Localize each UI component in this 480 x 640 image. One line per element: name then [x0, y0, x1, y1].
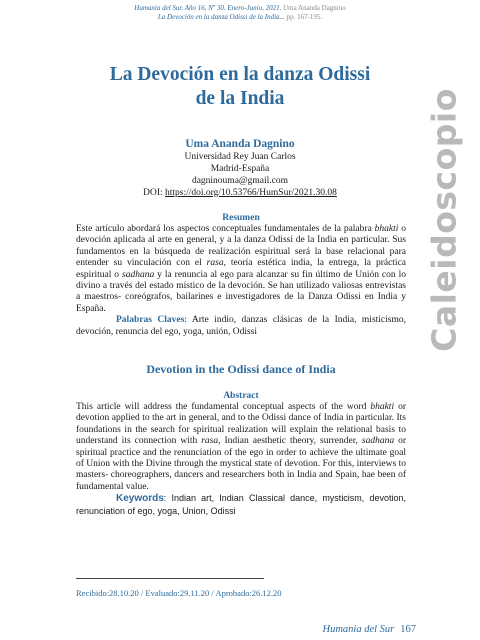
section-label-text: Caleidoscopio [424, 88, 464, 352]
resumen-keywords [76, 315, 406, 338]
english-title: Devotion in the Odissi dance of India [146, 362, 336, 376]
doi-link[interactable]: https://doi.org/10.53766/HumSur/2021.30.08 [165, 188, 337, 198]
resumen-term-rasa: rasa [206, 258, 224, 269]
header-line-2 [0, 13, 480, 22]
resumen-heading: Resumen [222, 213, 260, 223]
resumen-text [76, 224, 406, 315]
resumen-text-part: , teoría estética india, la entrega, la práctica espiritual o [76, 258, 406, 280]
resumen-section [76, 212, 406, 338]
header-line-1 [0, 4, 480, 13]
abstract-text-part: or spiritual practice and the renunciation of the ego in order to achieve the ultimate goal of Union with the Divine through the mystical state of devotion. For this, interviews to masters- choreographers, dancers and researchers both in India and Spain, hae been of fundamental value. [76, 436, 406, 492]
page-footer [323, 624, 417, 636]
header-author: Uma Ananda Dagnino [283, 4, 346, 12]
title-line-2: de la India [195, 88, 285, 109]
keywords-text-es: : Arte indio, danzas clásicas de la India, misticismo, devoción, renuncia del ego, yoga, unión, Odissi [76, 315, 406, 337]
abstract-text [76, 402, 406, 493]
header-short-title: La Devoción en la danza Odissi de la India... [157, 13, 285, 21]
footer-journal: Humania del Sur [322, 624, 395, 635]
abstract-term-sadhana: sadhana [361, 436, 395, 447]
author-block [80, 137, 400, 199]
submission-dates: Recibido:28.10.20 / Evaluado:29.11.20 / Aprobado:26.12.20 [76, 588, 282, 598]
keywords-text-en: : Indian art, Indian Classical dance, mysticism, devotion, renunciation of ego, yoga, Union, Odissi [76, 493, 406, 516]
doi-line [80, 187, 400, 199]
abstract-keywords [76, 493, 406, 518]
header-journal-info: Humania del Sur. Año 16, Nº 30. Enero-Junio, 2021. [134, 4, 282, 12]
resumen-text-part: Este artículo abordará los aspectos conceptuales fundamentales de la palabra [76, 224, 375, 234]
header-pages: pp. 167-195. [286, 13, 323, 21]
title-line-1: La Devoción en la danza Odissi [109, 64, 371, 85]
resumen-text-part: y la renuncia al ego para alcanzar su fin último de Unión con lo divino a través del estado místico de la devoción. Se han utilizado valiosas entrevistas a maestros- coreógrafos, bailarines e investigadores de la Danza Odissi en India y España. [76, 269, 406, 314]
author-email: dagninouma@gmail.com [191, 176, 289, 186]
abstract-section [76, 390, 406, 518]
abstract-text-part: , Indian aesthetic theory, surrender, [218, 436, 362, 447]
footnote-rule [76, 578, 264, 579]
page-number: 167 [400, 624, 416, 635]
author-location: Madrid-España [210, 164, 270, 174]
resumen-term-bhakti: bhakti [374, 224, 399, 234]
abstract-text-part: or devotion applied to the art in general, and to the Odissi dance of India in particular. Its foundations in the search for spiritual realization will explain the relational basis to understand its connection with [76, 402, 406, 447]
abstract-heading: Abstract [223, 391, 259, 401]
author-name: Uma Ananda Dagnino [185, 138, 295, 150]
section-label-vertical [420, 88, 468, 352]
abstract-text-part: This article will address the fundamental conceptual aspects of the word [76, 402, 371, 412]
resumen-term-sadhana: sadhana [122, 269, 155, 280]
article-title [80, 63, 400, 111]
author-affiliation: Universidad Rey Juan Carlos [184, 152, 296, 162]
keywords-label-es: Palabras Claves [116, 315, 185, 326]
resumen-text-part: o devoción aplicada al arte en general, y a la danza Odissi de la India en particular. Sus fundamentos en la búsqueda de realización espiritual será la base relacional para entender su vinculación con el [76, 224, 406, 269]
abstract-term-bhakti: bhakti [370, 402, 395, 412]
abstract-term-rasa: rasa [201, 436, 219, 447]
running-header [0, 4, 480, 22]
keywords-label-en: Keywords [116, 493, 164, 505]
doi-label: DOI: [143, 188, 163, 198]
